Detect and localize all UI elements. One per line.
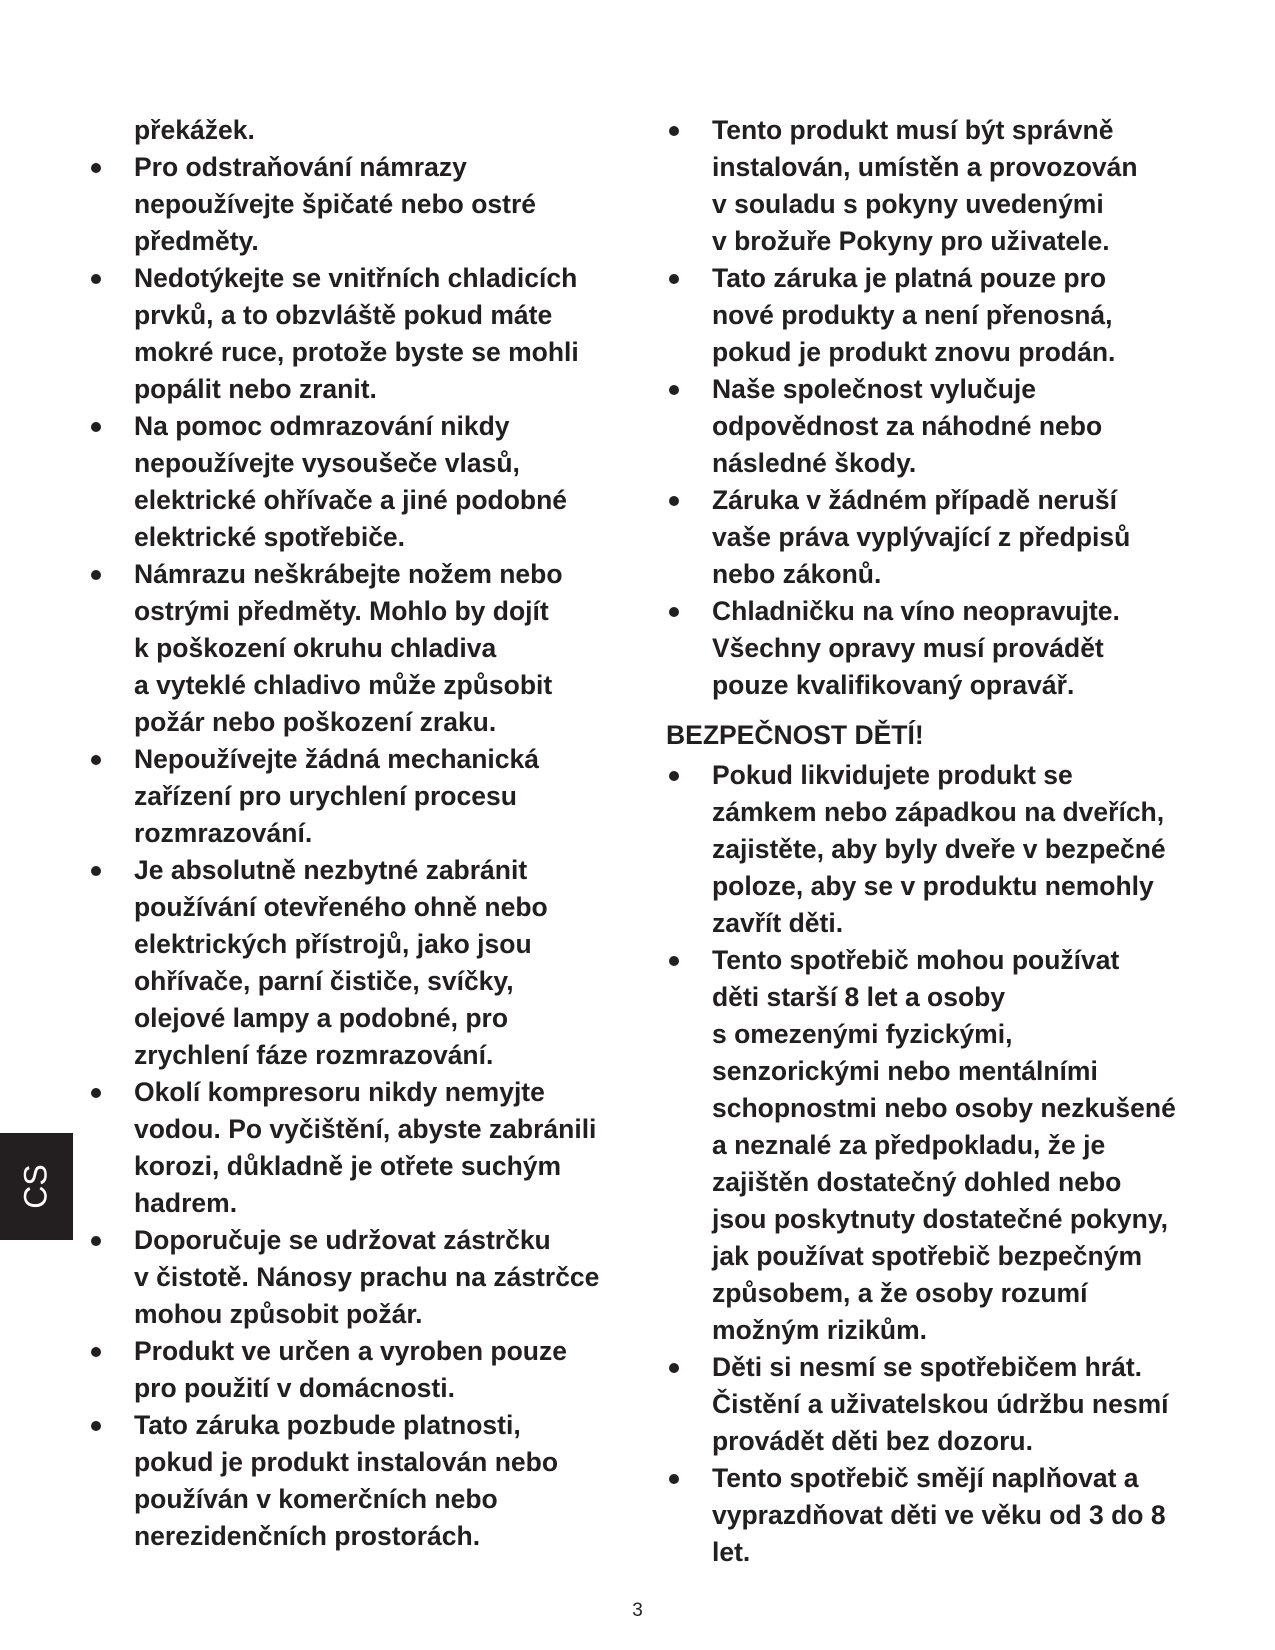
language-code: CS bbox=[17, 1164, 54, 1209]
list-item-line: korozi, důkladně je otřete suchým bbox=[134, 1151, 562, 1181]
list-item-line: Záruka v žádném případě neruší bbox=[712, 485, 1117, 515]
list-item-line: zrychlení fáze rozmrazování. bbox=[134, 1040, 494, 1070]
list-item bbox=[88, 556, 628, 741]
list-item-line: nepoužívejte špičaté nebo ostré bbox=[134, 189, 537, 219]
list-item-line: Nepoužívejte žádná mechanická bbox=[134, 744, 540, 774]
list-item bbox=[666, 1460, 1206, 1571]
list-item-line: pokud je produkt znovu prodán. bbox=[712, 337, 1116, 367]
list-item-line: s omezenými fyzickými, bbox=[712, 1019, 1013, 1049]
list-item-line: Námrazu neškrábejte nožem nebo bbox=[134, 559, 563, 589]
list-item-line: poloze, aby se v produktu nemohly bbox=[712, 871, 1154, 901]
list-item-line: způsobem, a že osoby rozumí bbox=[712, 1278, 1088, 1308]
list-item-line: jsou poskytnuty dostatečné pokyny, bbox=[712, 1204, 1168, 1234]
list-item bbox=[666, 1349, 1206, 1460]
list-item-line: pokud je produkt instalován nebo bbox=[134, 1447, 559, 1477]
list-item-line: Naše společnost vylučuje bbox=[712, 374, 1037, 404]
page-number: 3 bbox=[632, 1600, 643, 1621]
list-item-line: Čistění a uživatelskou údržbu nesmí bbox=[712, 1389, 1169, 1419]
list-item-line: jak používat spotřebič bezpečným bbox=[712, 1241, 1143, 1271]
list-item-line: Tento spotřebič smějí naplňovat a bbox=[712, 1463, 1139, 1493]
list-item-line: elektrické ohřívače a jiné podobné bbox=[134, 485, 567, 515]
continuation-text: překážek. bbox=[134, 115, 255, 145]
list-item-line: Na pomoc odmrazování nikdy bbox=[134, 411, 510, 441]
list-item bbox=[666, 482, 1206, 593]
list-item bbox=[666, 371, 1206, 482]
list-item-line: následné škody. bbox=[712, 448, 917, 478]
list-item-line: Tato záruka pozbude platnosti, bbox=[134, 1410, 521, 1440]
list-item-line: Produkt ve určen a vyroben pouze bbox=[134, 1336, 567, 1366]
list-item-line: Všechny opravy musí provádět bbox=[712, 633, 1104, 663]
list-item bbox=[88, 1222, 628, 1333]
list-item-line: schopnostmi nebo osoby nezkušené bbox=[712, 1093, 1176, 1123]
list-item-line: mokré ruce, protože byste se mohli bbox=[134, 337, 579, 367]
list-item-line: požár nebo poškození zraku. bbox=[134, 707, 497, 737]
list-item-line: pouze kvalifikovaný opravář. bbox=[712, 670, 1075, 700]
list-item-line: a vyteklé chladivo může způsobit bbox=[134, 670, 553, 700]
list-item bbox=[88, 408, 628, 556]
list-item-line: předměty. bbox=[134, 226, 259, 256]
list-item-line: v čistotě. Nánosy prachu na zástrčce bbox=[134, 1262, 600, 1292]
list-item bbox=[88, 149, 628, 260]
right-bullet-list bbox=[666, 112, 1206, 704]
list-item bbox=[666, 593, 1206, 704]
list-item bbox=[88, 741, 628, 852]
list-item-line: zajištěn dostatečný dohled nebo bbox=[712, 1167, 1122, 1197]
list-item bbox=[666, 757, 1206, 942]
list-item-line: v souladu s pokyny uvedenými bbox=[712, 189, 1104, 219]
list-item-line: vaše práva vyplývající z předpisů bbox=[712, 522, 1131, 552]
right-column bbox=[666, 112, 1206, 1571]
list-item-line: popálit nebo zranit. bbox=[134, 374, 377, 404]
list-item-line: pro použití v domácnosti. bbox=[134, 1373, 455, 1403]
list-item-line: hadrem. bbox=[134, 1188, 238, 1218]
list-item-line: odpovědnost za náhodné nebo bbox=[712, 411, 1103, 441]
list-item-line: nepoužívejte vysoušeče vlasů, bbox=[134, 448, 520, 478]
list-item-line: Nedotýkejte se vnitřních chladicích bbox=[134, 263, 578, 293]
list-item-line: senzorickými nebo mentálními bbox=[712, 1056, 1098, 1086]
list-item-line: používání otevřeného ohně nebo bbox=[134, 892, 548, 922]
list-item-line: vodou. Po vyčištění, abyste zabránili bbox=[134, 1114, 597, 1144]
list-item-line: Pokud likvidujete produkt se bbox=[712, 760, 1073, 790]
list-item-line: Tato záruka je platná pouze pro bbox=[712, 263, 1107, 293]
list-item-line: vyprazdňovat děti ve věku od 3 do 8 bbox=[712, 1500, 1166, 1530]
child-safety-list bbox=[666, 757, 1206, 1571]
list-item-line: elektrických přístrojů, jako jsou bbox=[134, 929, 532, 959]
list-item-line: Děti si nesmí se spotřebičem hrát. bbox=[712, 1352, 1143, 1382]
list-item-line: Tento spotřebič mohou používat bbox=[712, 945, 1120, 975]
list-item bbox=[666, 942, 1206, 1349]
list-item-line: Doporučuje se udržovat zástrčku bbox=[134, 1225, 551, 1255]
list-item bbox=[88, 1333, 628, 1407]
list-item-line: ostrými předměty. Mohlo by dojít bbox=[134, 596, 549, 626]
left-bullet-list bbox=[88, 149, 628, 1555]
list-item-line: rozmrazování. bbox=[134, 818, 313, 848]
list-item-line: zavřít děti. bbox=[712, 908, 844, 938]
list-item-line: Okolí kompresoru nikdy nemyjte bbox=[134, 1077, 545, 1107]
list-item bbox=[88, 1074, 628, 1222]
list-item-line: a neznalé za předpokladu, že je bbox=[712, 1130, 1106, 1160]
list-item-line: Pro odstraňování námrazy bbox=[134, 152, 467, 182]
list-item-line: zařízení pro urychlení procesu bbox=[134, 781, 517, 811]
list-item-line: elektrické spotřebiče. bbox=[134, 522, 406, 552]
list-item-line: let. bbox=[712, 1537, 751, 1567]
list-item-line: děti starší 8 let a osoby bbox=[712, 982, 1006, 1012]
list-item-line: provádět děti bez dozoru. bbox=[712, 1426, 1033, 1456]
list-item-line: prvků, a to obzvláště pokud máte bbox=[134, 300, 553, 330]
list-item-line: nebo zákonů. bbox=[712, 559, 882, 589]
list-item-line: Je absolutně nezbytné zabránit bbox=[134, 855, 528, 885]
list-item-line: mohou způsobit požár. bbox=[134, 1299, 423, 1329]
language-tab bbox=[0, 1133, 73, 1240]
list-item bbox=[88, 260, 628, 408]
list-item-line: nové produkty a není přenosná, bbox=[712, 300, 1113, 330]
list-item-line: k poškození okruhu chladiva bbox=[134, 633, 497, 663]
list-item-line: ohřívače, parní čističe, svíčky, bbox=[134, 966, 514, 996]
list-item bbox=[666, 112, 1206, 260]
list-item bbox=[88, 852, 628, 1074]
list-item-line: nerezidenčních prostorách. bbox=[134, 1521, 481, 1551]
list-item-line: v brožuře Pokyny pro uživatele. bbox=[712, 226, 1110, 256]
list-item-line: olejové lampy a podobné, pro bbox=[134, 1003, 509, 1033]
list-item bbox=[666, 260, 1206, 371]
list-item-line: používán v komerčních nebo bbox=[134, 1484, 498, 1514]
list-item-line: zámkem nebo západkou na dveřích, bbox=[712, 797, 1165, 827]
list-item bbox=[88, 1407, 628, 1555]
list-item-line: zajistěte, aby byly dveře v bezpečné bbox=[712, 834, 1166, 864]
child-safety-heading: BEZPEČNOST DĚTÍ! bbox=[666, 720, 924, 750]
list-item-line: možným rizikům. bbox=[712, 1315, 927, 1345]
list-item-line: Tento produkt musí být správně bbox=[712, 115, 1114, 145]
list-item-line: instalován, umístěn a provozován bbox=[712, 152, 1138, 182]
list-item-line: Chladničku na víno neopravujte. bbox=[712, 596, 1120, 626]
left-column bbox=[88, 112, 628, 1555]
